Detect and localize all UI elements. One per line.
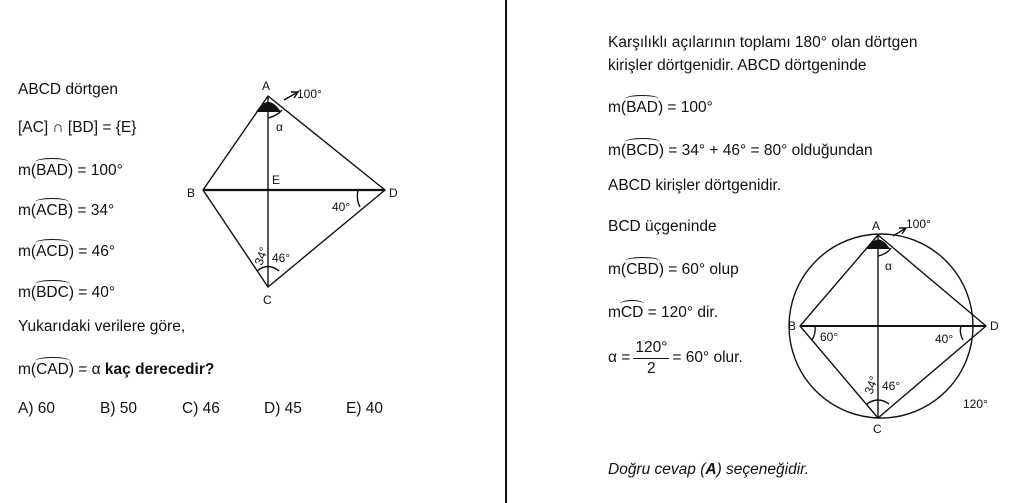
fig1-angle-34: 34° [251, 245, 272, 268]
solution-bad: m(BAD) = 100° [608, 99, 713, 116]
given-bad: m(BAD) = 100° [18, 162, 123, 179]
given-acd: m(ACD) = 46° [18, 243, 116, 260]
fig2-angle-34: 34° [861, 374, 882, 397]
given-bdc: m(BDC) = 40° [18, 284, 116, 301]
fig1-angle-100: 100° [297, 87, 322, 101]
solution-bcd: m(BCD) = 34° + 46° = 80° olduğundan [608, 142, 873, 159]
fig2-angle-60: 60° [820, 330, 839, 344]
given-acb: m(ACB) = 34° [18, 202, 115, 219]
fig1-angle-46: 46° [272, 251, 291, 265]
question-prompt: Yukarıdaki verilere göre, [18, 318, 186, 335]
circumcircle [789, 234, 973, 418]
fig2-label-d: D [990, 319, 999, 333]
fig1-label-e: E [272, 173, 281, 187]
fig1-angle-alpha: α [276, 120, 283, 134]
fig1-label-b: B [187, 186, 196, 200]
angle2-arc-40 [960, 326, 963, 340]
given-title: ABCD dörtgen [18, 81, 118, 98]
column-divider [505, 0, 507, 503]
angle2-arc-alpha [878, 248, 891, 256]
fig2-label-a: A [872, 219, 881, 233]
option-c[interactable]: C) 46 [182, 400, 220, 417]
fig2-angle-46: 46° [882, 379, 901, 393]
figure-quadrilateral [0, 0, 505, 503]
angle2-fill-100 [867, 240, 890, 250]
arrow2-head [899, 228, 906, 234]
angle2-arc-60 [812, 326, 815, 340]
answer-line: Doğru cevap (A) seçeneğidir. [608, 461, 810, 478]
solution-line-2: kirişler dörtgenidir. ABCD dörtgeninde [608, 57, 867, 74]
fig1-angle-40: 40° [332, 200, 351, 214]
fig2-label-c: C [873, 422, 882, 436]
fig2-label-b: B [788, 319, 797, 333]
solution-arc-cd: mCD = 120° dir. [608, 304, 719, 321]
fraction: $\frac{120^\circ}{2}$ [635, 339, 668, 377]
solution-line-6: BCD üçgeninde [608, 218, 717, 235]
fig2-angle-100: 100° [906, 217, 931, 231]
fig1-label-d: D [389, 186, 398, 200]
option-a[interactable]: A) 60 [18, 400, 56, 417]
option-e[interactable]: E) 40 [346, 400, 384, 417]
fig2-angle-120: 120° [963, 397, 988, 411]
arrow2-100 [893, 228, 906, 236]
option-b[interactable]: B) 50 [100, 400, 138, 417]
fig2-angle-alpha: α [885, 259, 892, 273]
angle-arc-40 [357, 190, 360, 207]
solution-line-1: Karşılıklı açılarının toplamı 180° olan dörtgen [608, 34, 918, 51]
solution-alpha: α = $\frac{120^\circ}{2}$ = 60° olur. [608, 339, 743, 377]
option-d[interactable]: D) 45 [264, 400, 302, 417]
fig2-angle-40: 40° [935, 332, 954, 346]
fig1-label-c: C [263, 293, 272, 307]
angle2-arc-34-46 [867, 400, 889, 404]
given-intersection: [AC] ∩ [BD] = {E} [18, 119, 137, 136]
quad2-abcd [800, 235, 986, 418]
solution-line-5: ABCD kirişler dörtgenidir. [608, 177, 782, 194]
fig1-label-a: A [262, 79, 271, 93]
question-ask: m(CAD) = α kaç derecedir? [18, 361, 215, 378]
solution-cbd: m(CBD) = 60° olup [608, 261, 739, 278]
